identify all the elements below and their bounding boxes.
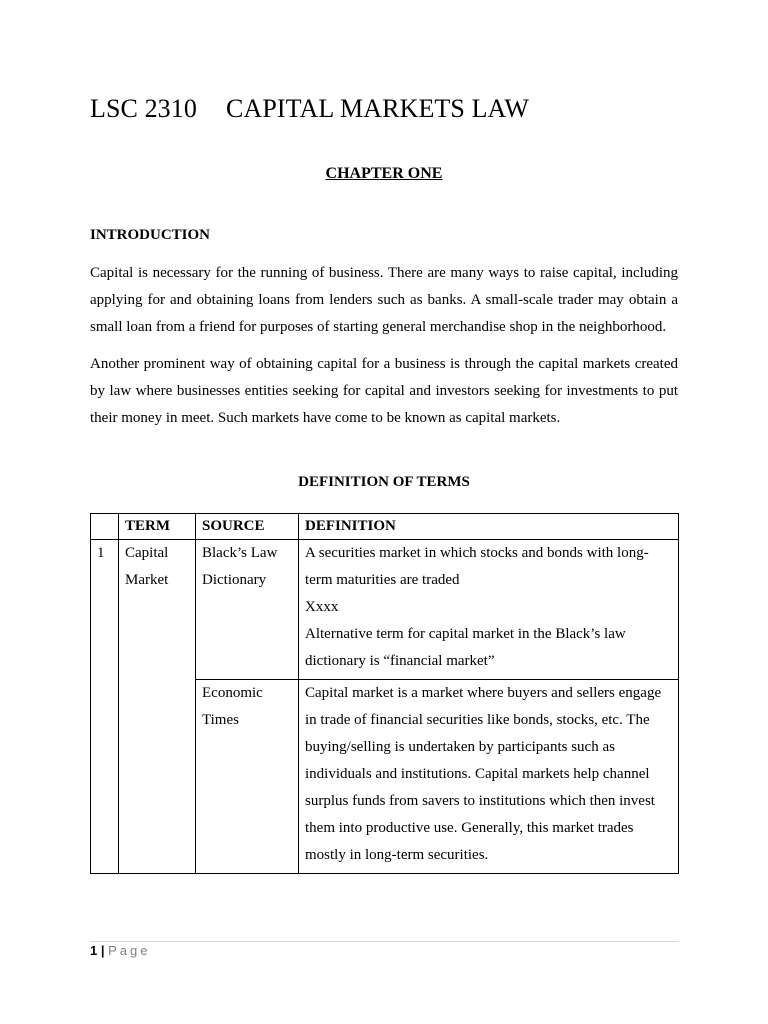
definitions-table [90,513,679,874]
intro-paragraph-2: Another prominent way of obtaining capital for a business is through the capital markets created by law where businesses entities seeking for capital and investors seeking for investments to put their money in meet. Such markets have come to be known as capital markets. [90,356,678,426]
header-source: SOURCE [196,514,299,540]
header-number [91,514,119,540]
table-header-row [91,514,679,540]
definition-line: A securities market in which stocks and bonds with long-term maturities are traded [305,545,649,588]
term-cell: Capital Market [119,540,196,874]
section-heading: INTRODUCTION [90,227,211,243]
definition-line: Xxxx [305,599,339,615]
document-title [90,94,529,124]
page-label: Page [108,943,151,958]
definitions-heading: DEFINITION OF TERMS [298,474,470,490]
course-code: LSC 2310 [90,94,197,123]
course-title: CAPITAL MARKETS LAW [226,94,529,123]
footer-divider [90,941,679,942]
header-term: TERM [119,514,196,540]
source-cell: Economic Times [196,680,299,874]
definition-cell [299,540,679,680]
row-number-cell: 1 [91,540,119,874]
header-definition: DEFINITION [299,514,679,540]
page-number: 1 [90,943,98,958]
footer-separator: | [100,943,105,958]
source-cell: Black’s Law Dictionary [196,540,299,680]
table-row [91,540,679,680]
page-footer [90,943,151,958]
definition-cell: Capital market is a market where buyers and sellers engage in trade of financial securities like bonds, stocks, etc. The buying/selling is undertaken by participants such as individuals and institutions. Capital markets help channel surplus funds from savers to institutions which then invest them into productive use. Generally, this market trades mostly in long-term securities. [299,680,679,874]
intro-paragraph-1: Capital is necessary for the running of business. There are many ways to raise capital, including applying for and obtaining loans from lenders such as banks. A small-scale trader may obtain a small loan from a friend for purposes of starting general merchandise shop in the neighborhood. [90,265,678,335]
definition-line: Alternative term for capital market in the Black’s law dictionary is “financial market” [305,626,626,669]
chapter-heading: CHAPTER ONE [325,165,443,182]
